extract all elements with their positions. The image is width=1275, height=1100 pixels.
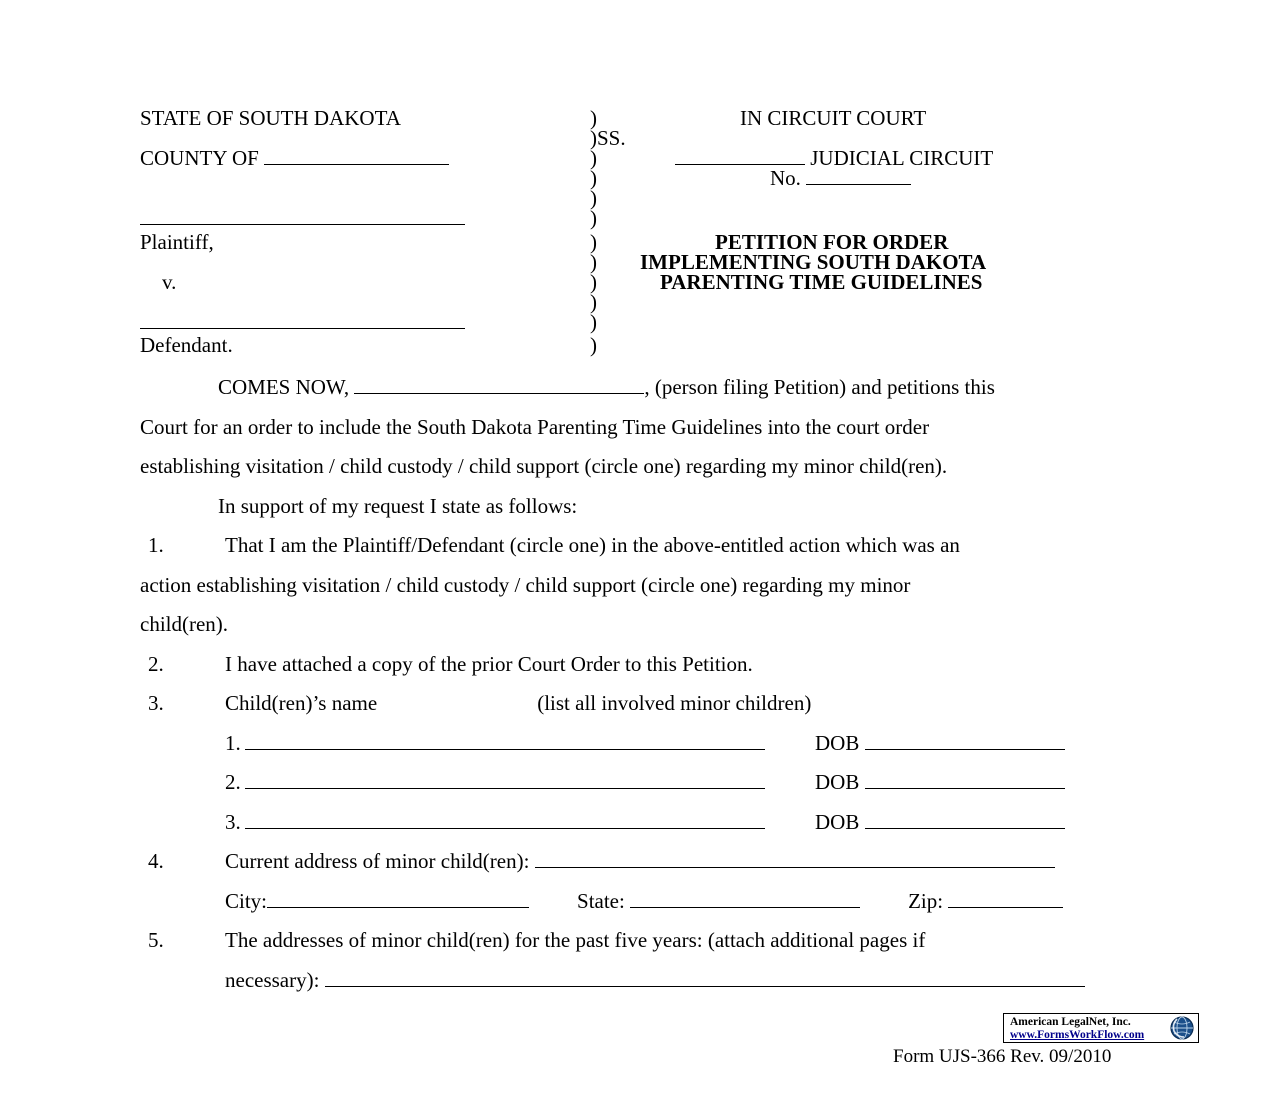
state-blank[interactable] [630, 907, 860, 908]
caption-defendant-name-blank[interactable] [140, 328, 465, 329]
city-label: City: [225, 888, 268, 913]
paragraph-comes-now [140, 368, 1130, 408]
list-item-2 [140, 645, 1130, 685]
caption-paren-8: ) [590, 270, 597, 294]
caption-county-blank[interactable] [264, 164, 449, 165]
caption-case-no-label: No. [770, 166, 801, 190]
child-dob-blank-2[interactable] [865, 788, 1065, 789]
list-item-1-line-2: action establishing visitation / child custody / child support (circle one) regarding my minor [140, 572, 911, 597]
caption-paren-11: ) [590, 333, 597, 357]
zip-label: Zip: [908, 888, 944, 913]
caption-defendant-blank-row [140, 312, 465, 332]
child-current-address-blank[interactable] [535, 867, 1055, 868]
list-item-1-line-3: child(ren). [140, 612, 229, 636]
caption-ss: )SS. [590, 126, 626, 150]
legalnet-website-link[interactable]: www.FormsWorkFlow.com [1010, 1029, 1145, 1041]
document-title-line-3: PARENTING TIME GUIDELINES [660, 270, 983, 294]
list-item-3 [140, 684, 1130, 842]
caption-paren-4: ) [590, 186, 597, 210]
caption-defendant-label: Defendant. [140, 333, 233, 357]
caption-plaintiff-label: Plaintiff, [140, 230, 214, 254]
child-dob-blank-3[interactable] [865, 828, 1065, 829]
child-dob-blank-1[interactable] [865, 749, 1065, 750]
child-name-blank-2[interactable] [245, 788, 765, 789]
list-item-3-text-1: Child(ren)’s name [225, 691, 378, 715]
list-item-5-line-1 [140, 921, 1130, 961]
caption-case-no-blank[interactable] [806, 184, 911, 185]
city-state-zip-row [225, 882, 1130, 922]
child-name-blank-1[interactable] [245, 749, 765, 750]
list-item-3-hint: (list all involved minor children) [537, 691, 812, 715]
caption-county-row [140, 148, 449, 168]
caption-paren-1: ) [590, 106, 597, 130]
list-item-5-line-2 [225, 961, 1130, 1001]
list-item-5-number: 5. [148, 928, 164, 952]
child-row-2 [225, 763, 1130, 803]
zip-blank[interactable] [948, 907, 1063, 908]
caption-paren-3: ) [590, 166, 597, 190]
caption-plaintiff-name-blank[interactable] [140, 224, 465, 225]
document-title-line-1: PETITION FOR ORDER [715, 230, 949, 254]
list-item-4-line-1 [140, 842, 1130, 882]
caption-versus-label: v. [162, 270, 177, 294]
list-item-1-number: 1. [148, 533, 164, 557]
child-dob-label-2: DOB [815, 770, 860, 794]
list-item-4 [140, 842, 1130, 921]
child-name-blank-3[interactable] [245, 828, 765, 829]
list-item-4-text-1: Current address of minor child(ren): [225, 849, 530, 873]
child-row-3 [225, 803, 1130, 843]
list-item-5 [140, 921, 1130, 1000]
caption-court-line: IN CIRCUIT COURT [740, 106, 927, 130]
legalnet-company-name: American LegalNet, Inc. [1010, 1016, 1131, 1028]
list-item-1 [140, 526, 1130, 645]
caption-paren-6: ) [590, 230, 597, 254]
comes-now-label: COMES NOW, [218, 375, 350, 399]
child-row-2-number: 2. [225, 770, 241, 794]
list-item-2-line-1 [140, 645, 1130, 685]
list-item-3-line-1 [140, 684, 1130, 724]
paragraph-intro-line-2: Court for an order to include the South Dakota Parenting Time Guidelines into the court order [140, 414, 930, 439]
list-item-5-text-2: necessary): [225, 967, 320, 992]
petitioner-name-blank[interactable] [354, 393, 644, 394]
caption-paren-9: ) [590, 290, 597, 314]
paragraph-intro-line-3: establishing visitation / child custody / child support (circle one) regarding my minor child(ren). [140, 454, 948, 478]
child-row-3-number: 3. [225, 809, 241, 834]
paragraph-support [140, 487, 1130, 527]
child-row-1 [225, 724, 1130, 764]
child-dob-label-3: DOB [815, 809, 860, 834]
list-item-5-text-1: The addresses of minor child(ren) for the past five years: (attach additional pages if [225, 928, 926, 952]
support-label: In support of my request I state as follows: [218, 493, 578, 518]
caption-circuit-row [675, 148, 993, 168]
form-identifier: Form UJS-366 Rev. 09/2010 [893, 1046, 1112, 1067]
caption-paren-10: ) [590, 310, 597, 334]
child-dob-label-1: DOB [815, 730, 860, 755]
caption-county-label: COUNTY OF [140, 146, 259, 170]
globe-icon [1168, 1015, 1196, 1041]
document-body [140, 368, 1130, 1000]
caption-circuit-blank[interactable] [675, 164, 805, 165]
list-item-1-text-1: That I am the Plaintiff/Defendant (circle one) in the above-entitled action which was an [225, 533, 960, 557]
caption-paren-5: ) [590, 206, 597, 230]
caption-paren-7: ) [590, 250, 597, 274]
caption-paren-2: ) [590, 146, 597, 170]
legalnet-stamp [1003, 1013, 1199, 1043]
caption-state-line: STATE OF SOUTH DAKOTA [140, 106, 401, 130]
list-item-4-number: 4. [148, 849, 164, 873]
list-item-1-line-1 [140, 526, 1130, 566]
document-title-line-2: IMPLEMENTING SOUTH DAKOTA [640, 250, 987, 274]
child-row-1-number: 1. [225, 730, 241, 755]
caption-case-no-row [770, 168, 911, 188]
list-item-2-text-1: I have attached a copy of the prior Court Order to this Petition. [225, 651, 753, 676]
caption-circuit-label: JUDICIAL CIRCUIT [810, 146, 994, 170]
prior-addresses-blank[interactable] [325, 986, 1085, 987]
state-label: State: [577, 888, 625, 913]
city-blank[interactable] [267, 907, 529, 908]
comes-now-tail: , (person filing Petition) and petitions this [644, 375, 995, 399]
list-item-3-number: 3. [148, 691, 164, 715]
list-item-2-number: 2. [148, 651, 164, 676]
caption-plaintiff-blank-row [140, 208, 465, 228]
